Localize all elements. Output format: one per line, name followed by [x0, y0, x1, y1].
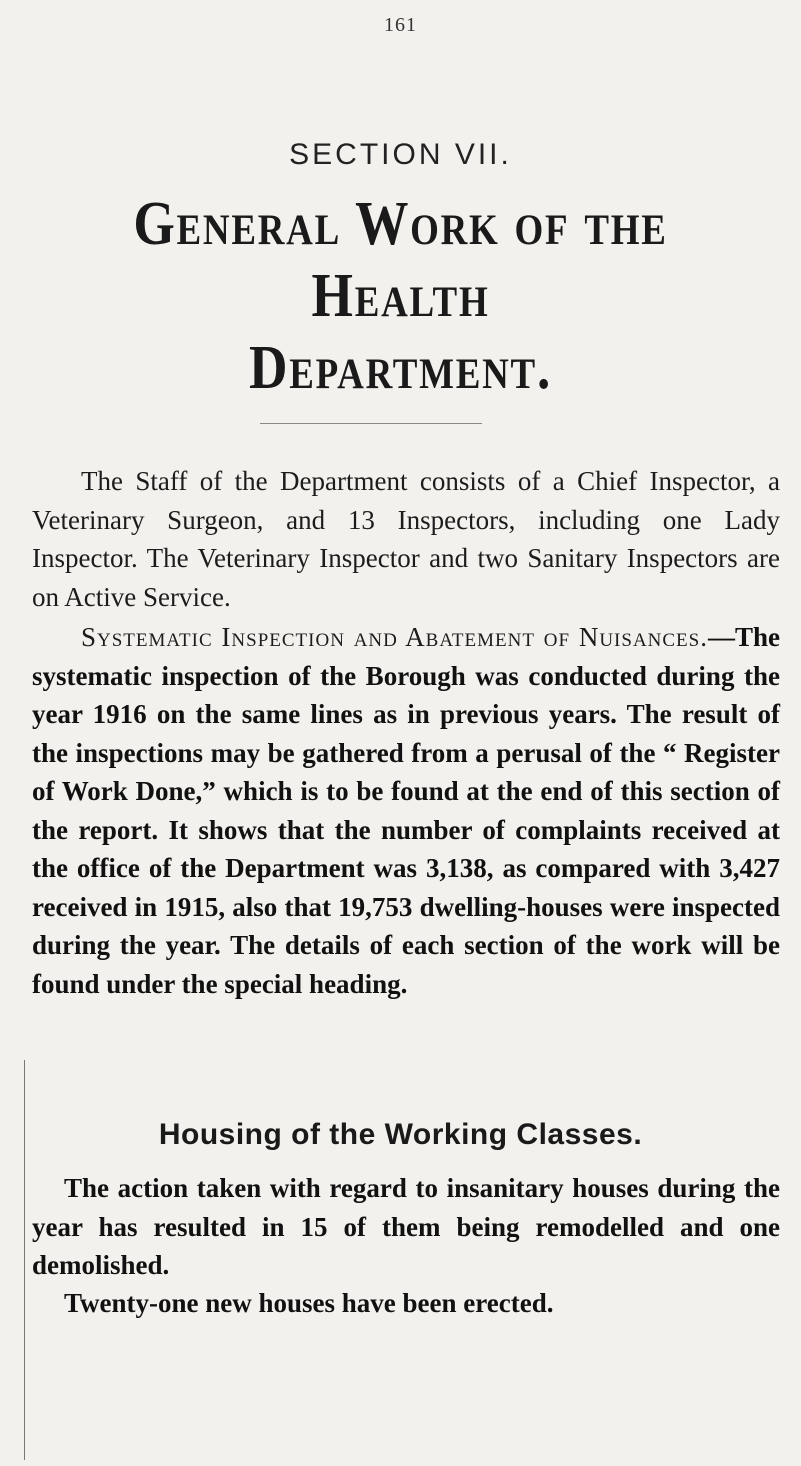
housing-action-paragraph: The action taken with regard to insanitary houses during the year has resulted in 15 of them being remodelled and one demolished. — [32, 1173, 780, 1280]
page-title-line-1: General Work of the Health — [133, 190, 668, 330]
housing-heading: Housing of the Working Classes. — [158, 1118, 643, 1151]
inspection-paragraph — [32, 618, 780, 1003]
inspection-text-part-2: on the same lines as in previous years. The result of the inspections may be gathered from a perusal of the “ Register of Work Done,” which is to be found at the end of this section of the report. It shows that the number of complaints received at the office of the Department was 3,138, as compared with 3,427 received in 1915, also that 19,753 dwelling-houses were inspected during the year. The details of each section of the work will be found under the special heading. — [32, 699, 780, 999]
inspection-text-part-1: —The systematic inspection of the Borough was conducted during the year — [32, 622, 780, 729]
inspection-runin-heading: Systematic Inspection and Abatement of Nuisances. — [81, 622, 708, 652]
page-number: 161 — [384, 14, 417, 36]
inspection-year: 1916 — [92, 699, 147, 729]
new-houses-paragraph: Twenty-one new houses have been erected. — [64, 1288, 554, 1318]
page-title-line-2: Department. — [249, 334, 552, 402]
staff-paragraph: The Staff of the Department consists of a Chief Inspector, a Veterinary Surgeon, and 13 Inspectors, including one Lady Inspector. The Veterinary Inspector and two Sanitary Inspectors are on Active Service. — [32, 466, 780, 612]
page-title — [56, 188, 745, 404]
section-label: SECTION VII. — [289, 138, 512, 171]
divider-rule — [260, 423, 482, 424]
